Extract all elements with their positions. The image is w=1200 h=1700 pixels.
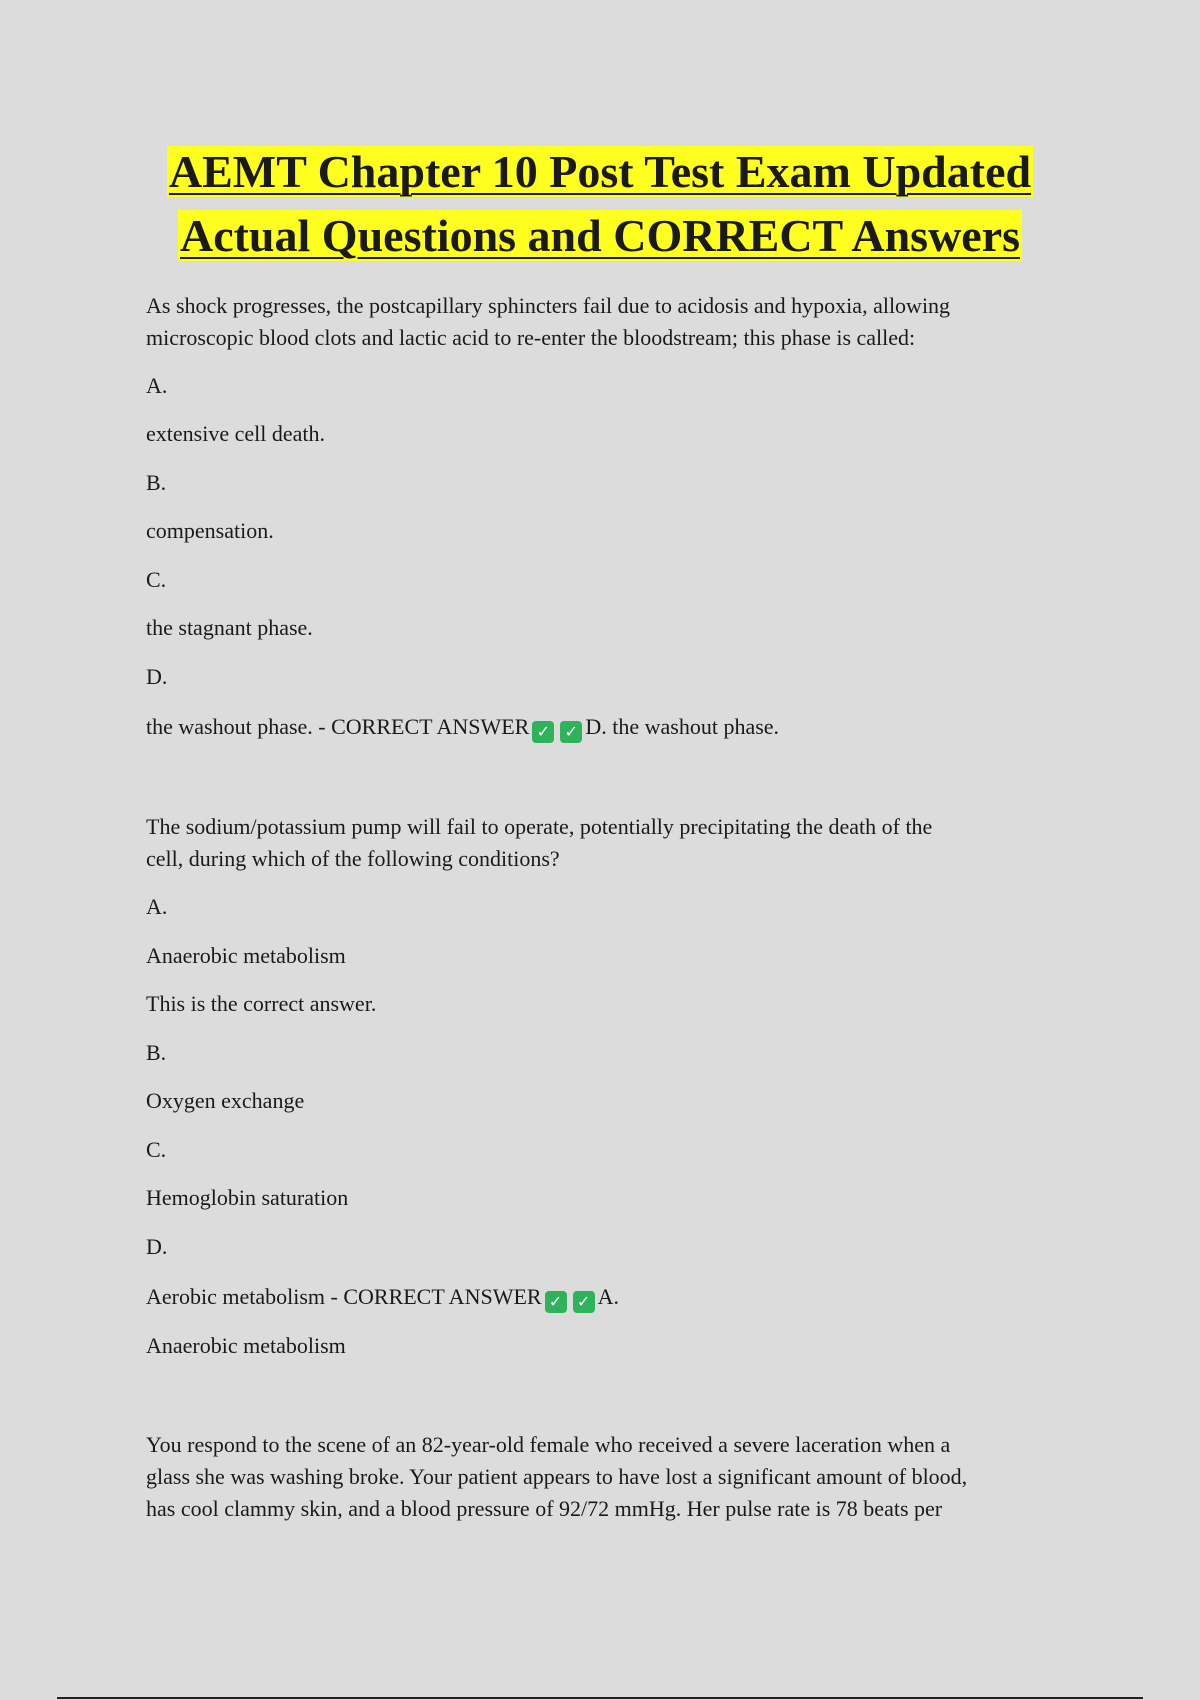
q2-option-a-text: Anaerobic metabolism [146,943,346,968]
title-line-1: AEMT Chapter 10 Post Test Exam Updated [168,146,1032,197]
q1-answer-line [146,711,779,743]
check-mark-icon: ✓ [560,721,582,743]
q3-question-line-1: You respond to the scene of an 82-year-old female who received a severe laceration when a [146,1432,951,1457]
q1-question-line-2: microscopic blood clots and lactic acid to re-enter the bloodstream; this phase is called: [146,325,916,350]
q2-answer-suffix: A. [597,1284,619,1309]
q1-question-line-1: As shock progresses, the postcapillary sphincters fail due to acidosis and hypoxia, allowing [146,293,951,318]
q2-option-c-text: Hemoglobin saturation [146,1185,349,1210]
q1-option-c-text: the stagnant phase. [146,615,313,640]
title-line-2: Actual Questions and CORRECT Answers [179,210,1021,261]
q2-answer-line [146,1281,619,1313]
q2-answer-prefix: Aerobic metabolism - CORRECT ANSWER [146,1284,542,1309]
q1-option-b-letter: B. [146,470,167,495]
q2-question-line-2: cell, during which of the following conditions? [146,846,560,871]
check-mark-icon: ✓ [532,721,554,743]
q2-option-d-letter: D. [146,1234,168,1259]
document-title [146,140,1054,268]
q2-question-line-1: The sodium/potassium pump will fail to operate, potentially precipitating the death of the [146,814,933,839]
q2-option-a-letter: A. [146,894,168,919]
page-bottom-rule [57,1697,1143,1699]
q1-option-a-text: extensive cell death. [146,421,325,446]
check-mark-icon: ✓ [573,1291,595,1313]
q1-option-a-letter: A. [146,373,168,398]
q2-option-b-text: Oxygen exchange [146,1088,305,1113]
q2-answer-line-2: Anaerobic metabolism [146,1333,346,1358]
q2-option-b-letter: B. [146,1040,167,1065]
q2-option-c-letter: C. [146,1137,167,1162]
q1-option-c-letter: C. [146,567,167,592]
q3-question-line-3: has cool clammy skin, and a blood pressure of 92/72 mmHg. Her pulse rate is 78 beats per [146,1496,943,1521]
q2-option-a-note: This is the correct answer. [146,991,377,1016]
q1-answer-suffix: D. the washout phase. [585,714,780,739]
q3-question-line-2: glass she was washing broke. Your patient appears to have lost a significant amount of blood, [146,1464,968,1489]
q1-option-b-text: compensation. [146,518,274,543]
check-mark-icon: ✓ [545,1291,567,1313]
q1-option-d-letter: D. [146,664,168,689]
q1-answer-prefix: the washout phase. - CORRECT ANSWER [146,714,530,739]
